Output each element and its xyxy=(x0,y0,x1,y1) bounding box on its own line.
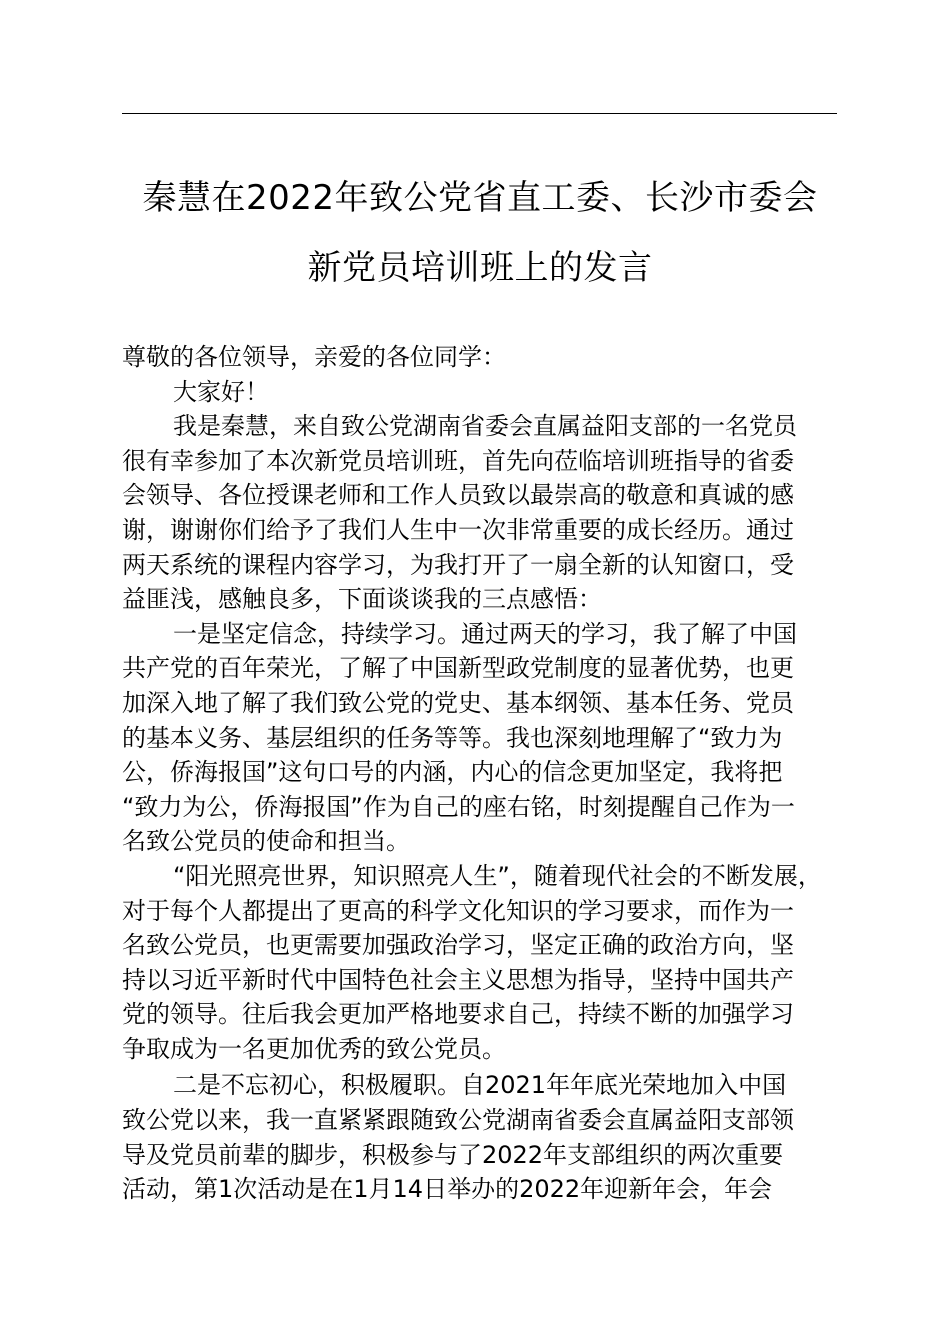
paragraph-point-one xyxy=(122,617,862,859)
paragraph-line: 益匪浅，感触良多，下面谈谈我的三点感悟： xyxy=(122,585,602,614)
document-title-line-2: 新党员培训班上的发言 xyxy=(307,248,653,288)
document-title-line-1: 秦慧在2022年致公党省直工委、长沙市委会 xyxy=(142,178,818,218)
paragraph-line: 会领导、各位授课老师和工作人员致以最崇高的敬意和真诚的感 xyxy=(122,481,794,510)
paragraph-line: 致公党以来，我一直紧紧跟随致公党湖南省委会直属益阳支部领 xyxy=(122,1106,794,1135)
paragraph-line: 二是不忘初心，积极履职。自2021年年底光荣地加入中国 xyxy=(173,1071,787,1100)
paragraph-line: 的基本义务、基层组织的任务等等。我也深刻地理解了“致力为 xyxy=(122,723,783,752)
paragraph-line: 名致公党员的使命和担当。 xyxy=(122,827,410,856)
paragraph-line: 谢，谢谢你们给予了我们人生中一次非常重要的成长经历。通过 xyxy=(122,515,794,544)
paragraph-intro xyxy=(122,409,862,617)
paragraph-line: 很有幸参加了本次新党员培训班，首先向莅临培训班指导的省委 xyxy=(122,446,794,475)
document-body xyxy=(122,340,862,1207)
paragraph-line: 共产党的百年荣光，了解了中国新型政党制度的显著优势，也更 xyxy=(122,654,794,683)
paragraph-line: 我是秦慧，来自致公党湖南省委会直属益阳支部的一名党员 xyxy=(173,412,797,441)
paragraph-line: 对于每个人都提出了更高的科学文化知识的学习要求，而作为一 xyxy=(122,896,794,925)
paragraph-line: 活动，第1次活动是在1月14日举办的2022年迎新年会，年会 xyxy=(122,1175,773,1204)
paragraph-line: 加深入地了解了我们致公党的党史、基本纲领、基本任务、党员 xyxy=(122,688,794,717)
paragraph-line: 党的领导。往后我会更加严格地要求自己，持续不断的加强学习 xyxy=(122,1000,794,1029)
paragraph-line: 两天系统的课程内容学习，为我打开了一扇全新的认知窗口，受 xyxy=(122,550,794,579)
greeting: 大家好！ xyxy=(173,377,269,406)
paragraph-quote xyxy=(122,859,862,1067)
salutation: 尊敬的各位领导，亲爱的各位同学： xyxy=(122,343,506,371)
paragraph-point-two xyxy=(122,1068,862,1206)
paragraph-line: 导及党员前辈的脚步，积极参与了2022年支部组织的两次重要 xyxy=(122,1140,784,1169)
paragraph-line: 争取成为一名更加优秀的致公党员。 xyxy=(122,1034,506,1063)
paragraph-line: “阳光照亮世界，知识照亮人生”，随着现代社会的不断发展， xyxy=(173,861,822,890)
paragraph-line: 公，侨海报国”这句口号的内涵，内心的信念更加坚定，我将把 xyxy=(122,758,783,787)
paragraph-line: “致力为公，侨海报国”作为自己的座右铭，时刻提醒自己作为一 xyxy=(122,792,795,821)
paragraph-line: 一是坚定信念，持续学习。通过两天的学习，我了解了中国 xyxy=(173,619,797,648)
paragraph-line: 名致公党员，也更需要加强政治学习，坚定正确的政治方向，坚 xyxy=(122,931,794,960)
header-rule xyxy=(122,113,837,114)
paragraph-line: 持以习近平新时代中国特色社会主义思想为指导，坚持中国共产 xyxy=(122,965,794,994)
